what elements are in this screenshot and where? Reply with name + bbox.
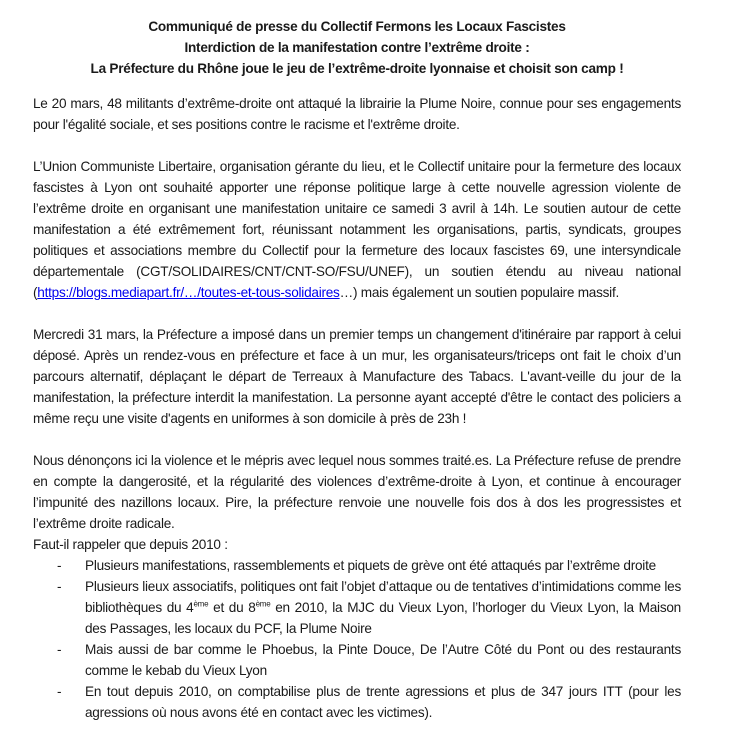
header-line-1: Communiqué de presse du Collectif Fermons les Locaux Fascistes [148,19,566,34]
superscript: ème [255,599,271,609]
paragraph-plume-noire-attack: Le 20 mars, 48 militants d’extrême-droite ont attaqué la librairie la Plume Noire, connue pour ses engagements pour l'égalité sociale, et ses positions contre le racisme et l'extrême droite. [33,96,681,132]
dash-bullet-icon: - [57,684,62,699]
document-page [33,0,681,723]
list-item-text: En tout depuis 2010, on comptabilise plus de trente agressions et plus de 347 jours ITT (pour les agressions où nous avons été en contact avec les victimes). [85,684,681,720]
list-item [33,639,681,681]
mediapart-link[interactable]: https://blogs.mediapart.fr/…/toutes-et-tous-solidaires [37,285,340,300]
dash-bullet-icon: - [57,642,62,657]
list-item-text: Mais aussi de bar comme le Phoebus, la Pinte Douce, De l’Autre Côté du Pont ou des restaurants comme le kebab du Vieux Lyon [85,642,681,678]
dash-bullet-icon: - [57,558,62,573]
list-item [33,576,681,639]
list-item [33,555,681,576]
paragraph-gap [33,429,681,450]
attacks-list [33,555,681,723]
paragraph-demonstration-support [33,156,681,303]
dash-bullet-icon: - [57,579,62,594]
header-line-2: Interdiction de la manifestation contre l’extrême droite : [184,40,530,55]
list-item-text: en 2010, la MJC du Vieux Lyon, l’horloger du Vieux Lyon, la Maison des Passages, les locaux du PCF, la Plume Noire [85,600,681,636]
list-item [33,681,681,723]
list-item-text: Plusieurs manifestations, rassemblements et piquets de grève ont été attaqués par l’extrême droite [85,558,656,573]
header-line-3: La Préfecture du Rhône joue le jeu de l’extrême-droite lyonnaise et choisit son camp ! [90,61,624,76]
paragraph-gap [33,135,681,156]
paragraph-gap [33,303,681,324]
superscript: ème [193,599,209,609]
paragraph-text: L’Union Communiste Libertaire, organisation gérante du lieu, et le Collectif unitaire pour la fermeture des locaux fascistes à Lyon ont souhaité apporter une réponse politique large à cette nouvelle agression violente de l’extrême droite en organisant une manifestation unitaire ce samedi 3 avril à 14h. Le soutien autour de cette manifestation a été extrêmement fort, réunissant notamment les organisations, partis, syndicats, groupes politiques et associations membre du Collectif pour la fermeture des locaux fascistes 69, une intersyndicale départementale (CGT/SOLIDAIRES/CNT/CNT-SO/FSU/UNEF), un soutien étendu au niveau national ( [33,159,681,300]
press-release-header [33,16,681,79]
list-item-text: Plusieurs lieux associatifs, politiques ont fait l’objet d’attaque ou de tentatives d’intimidations comme les bibliothèques du 4 [85,579,681,615]
list-item-text: et du 8 [208,600,256,615]
paragraph-text: …) mais également un soutien populaire massif. [339,285,620,300]
paragraph-list-intro: Faut-il rappeler que depuis 2010 : [33,537,228,552]
paragraph-denunciation: Nous dénonçons ici la violence et le mépris avec lequel nous sommes traité.es. La Préfecture refuse de prendre en compte la dangerosité, et la régularité des violences d’extrême-droite à Lyon, et continue à encourager l’impunité des nazillons locaux. Pire, la préfecture renvoie une nouvelle fois dos à dos les progressistes et l’extrême droite radicale. [33,453,681,531]
paragraph-prefecture-ban: Mercredi 31 mars, la Préfecture a imposé dans un premier temps un changement d'itinéraire par rapport à celui déposé. Après un rendez-vous en préfecture et face à un mur, les organisateurs/triceps ont fait le choix d’un parcours alternatif, déplaçant le départ de Terreaux à Manufacture des Tabacs. L'avant-veille du jour de la manifestation, la préfecture interdit la manifestation. La personne ayant accepté d'être le contact des policiers a même reçu une visite d'agents en uniformes à son domicile à près de 23h ! [33,327,681,426]
